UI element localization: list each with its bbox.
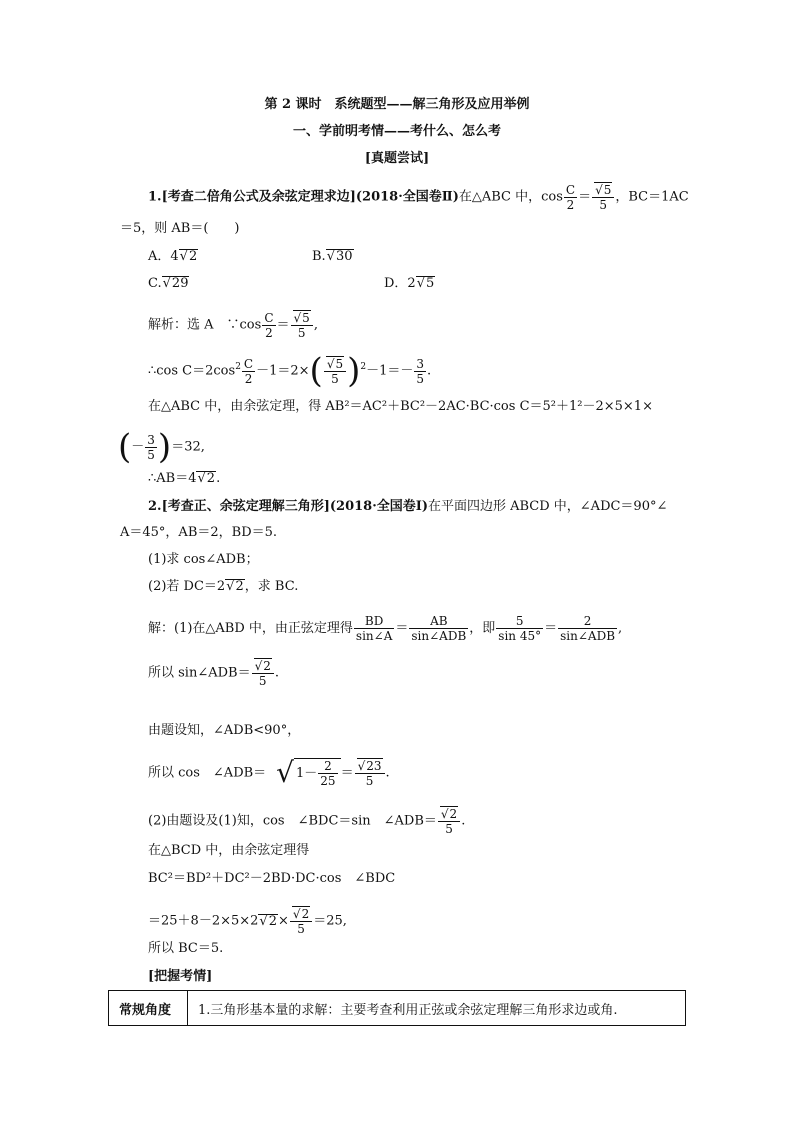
solution2-line3: 由题设知，∠ADB<90°， <box>148 723 301 738</box>
problem1-text2: ，BC＝1AC <box>615 189 689 205</box>
solution1-line3: 在△ABC 中，由余弦定理，得 AB²＝AC²＋BC²－2AC·BC·cos C＝5²＋1²－2×5×1× <box>148 399 653 414</box>
problem1-source: (2018·全国卷Ⅱ) <box>355 189 459 205</box>
solution1-line4: (－ $\frac{3}{5}$ )＝32, <box>118 427 205 467</box>
option-d: D．2√ 5 <box>384 275 435 293</box>
option-a: A．4√ 2 <box>148 248 198 266</box>
option-b: B.√ 30 <box>312 248 354 266</box>
solution2-line1: 解：(1)在△ABD 中，由正弦定理得 $\frac{BD}{\sin\angle A}$ ＝ $\frac{AB}{\text{sin∠ADB}}$ ，即 $\frac{5}{\sin 45^\circ}$ ＝ $\frac{2}{\text{sin∠ADB}}$ , <box>148 614 623 643</box>
page-title: 第 2 课时 系统题型——解三角形及应用举例 <box>264 97 530 112</box>
problem1-line1 <box>148 182 689 212</box>
section-heading: 一、学前明考情——考什么、怎么考 <box>292 124 501 139</box>
option-c: C.√ 29 <box>148 275 189 293</box>
solution1-line1: 解析：选 A ∵cos $\frac{C}{2}$ ＝ √ $\frac{5}{5}$ , <box>148 310 318 340</box>
equals-sign: ＝ <box>578 189 592 205</box>
problem2-q2: (2)若 DC＝2√ 2，求 BC. <box>148 578 298 596</box>
problem2-text: 在平面四边形 ABCD 中，∠ADC＝90°∠ <box>427 499 668 514</box>
problem2-line1 <box>148 498 667 516</box>
grasp-row-text: 1.三角形基本量的求解：主要考查利用正弦或余弦定理解三角形求边或角. <box>198 1003 618 1018</box>
solution2-line6: 在△BCD 中，由余弦定理得 <box>148 843 310 858</box>
solution2-line4: 所以 cos ∠ADB＝ √ 1－ $\frac{2}{25}$ ＝ √ $\frac{23}{5}$ . <box>148 758 390 788</box>
solution2-line5: (2)由题设及(1)知，cos ∠BDC＝sin ∠ADB＝ √ $\frac{2}{5}$ . <box>148 806 465 836</box>
solution1-line5: ∴AB＝4√ 2. <box>148 470 220 488</box>
fraction-c-over-2: $\frac{C}{2}$ <box>565 182 576 212</box>
grasp-heading: [把握考情] <box>148 969 213 984</box>
problem1-line2: ＝5，则 AB＝( ) <box>120 221 240 236</box>
solution2-line9: 所以 BC＝5. <box>148 941 224 956</box>
grasp-table <box>108 990 686 1026</box>
problem2-tag: 2.[考查正、余弦定理解三角形] <box>148 499 330 514</box>
grasp-table-content-cell <box>188 991 685 1025</box>
problem1-text: 在△ABC 中，cos <box>458 189 563 205</box>
problem1-tag: 1.[考查二倍角公式及余弦定理求边] <box>148 189 356 205</box>
grasp-table-label-cell <box>109 991 188 1025</box>
subsection-heading: [真题尝试] <box>364 151 430 166</box>
fraction-sqrt5-over-5: √ $\frac{5}{5}$ <box>592 182 614 212</box>
problem2-line2: A＝45°，AB＝2，BD＝5. <box>120 525 278 540</box>
problem2-q1: (1)求 cos∠ADB； <box>148 552 259 567</box>
problem2-source: (2018·全国卷Ⅰ) <box>329 499 428 514</box>
solution2-line2: 所以 sin∠ADB＝ √ $\frac{2}{5}$ . <box>148 658 279 688</box>
solution2-line7: BC²＝BD²＋DC²－2BD·DC·cos ∠BDC <box>148 871 396 886</box>
grasp-row-label: 常规角度 <box>119 1003 172 1018</box>
solution1-line2: ∴cos $C=2\cos^2$ $\frac{C}{2}$ －1＝2×( √ $\frac{5}{5}$ )$^2$－1＝－ $\frac{3}{5}$ . <box>148 356 431 386</box>
solution2-line8: ＝25＋8－2×5×2√ 2× √ $\frac{2}{5}$ ＝25, <box>148 906 347 936</box>
